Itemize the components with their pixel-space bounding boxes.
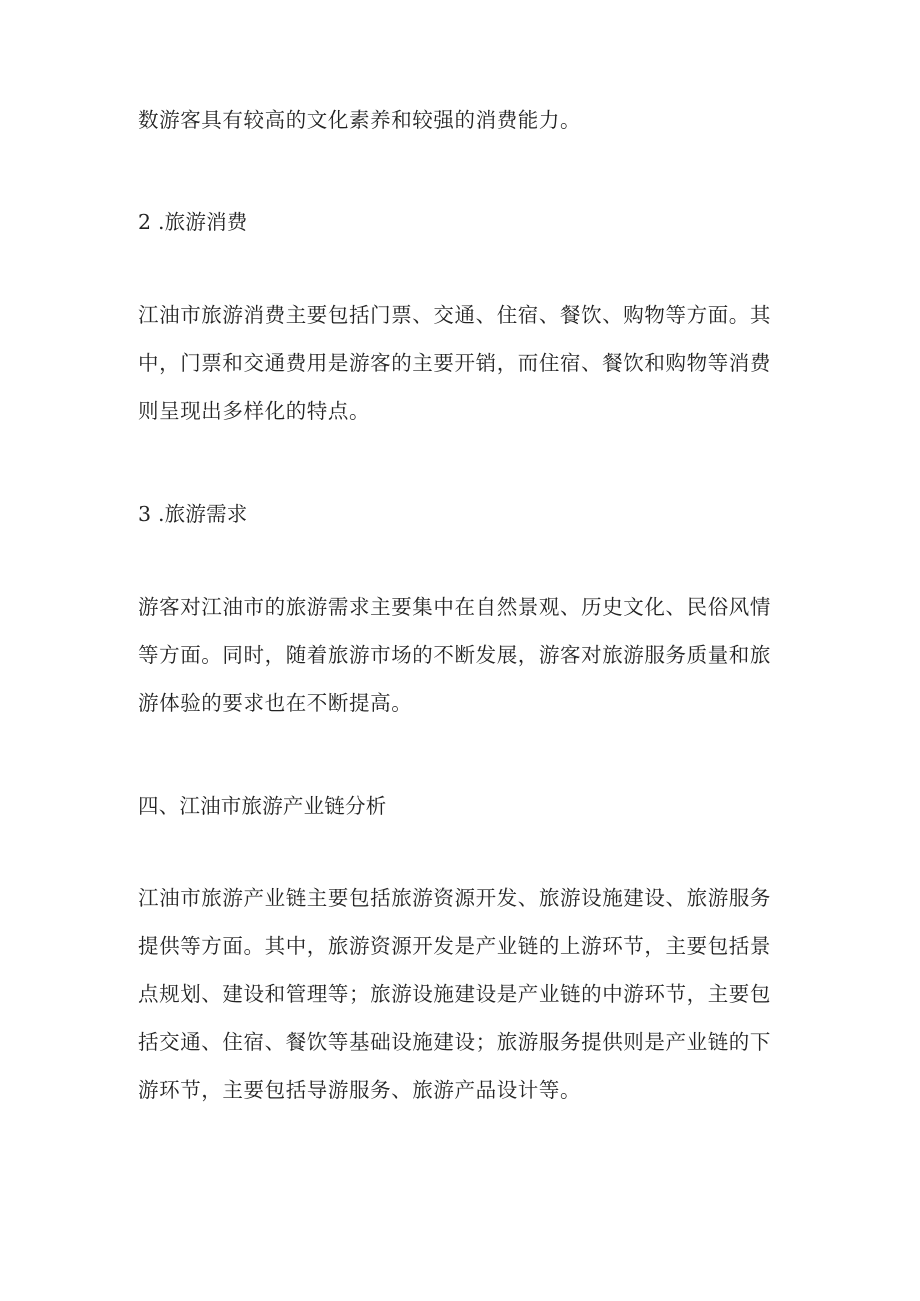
paragraph-demand-line-3: 游体验的要求也在不断提高。 [138,691,413,715]
paragraph-chain-line-1: 江油市旅游产业链主要包括旅游资源开发、旅游设施建设、旅游服务 [138,886,771,910]
heading-section-four: 四、江油市旅游产业链分析 [138,794,387,818]
paragraph-chain-line-5: 游环节，主要包括导游服务、旅游产品设计等。 [138,1078,582,1102]
paragraph-chain-line-3: 点规划、建设和管理等；旅游设施建设是产业链的中游环节，主要包 [138,982,771,1006]
paragraph-intro-tail: 数游客具有较高的文化素养和较强的消费能力。 [138,108,582,132]
paragraph-chain-line-4: 括交通、住宿、餐饮等基础设施建设；旅游服务提供则是产业链的下 [138,1030,771,1054]
paragraph-chain-line-2: 提供等方面。其中，旅游资源开发是产业链的上游环节，主要包括景 [138,934,771,958]
heading-tourism-consumption: 2 .旅游消费 [138,210,248,234]
paragraph-demand-line-2: 等方面。同时，随着旅游市场的不断发展，游客对旅游服务质量和旅 [138,643,771,667]
paragraph-consumption-line-3: 则呈现出多样化的特点。 [138,399,371,423]
paragraph-consumption-line-1: 江油市旅游消费主要包括门票、交通、住宿、餐饮、购物等方面。其 [138,303,771,327]
paragraph-consumption-line-2: 中，门票和交通费用是游客的主要开销，而住宿、餐饮和购物等消费 [138,351,771,375]
heading-tourism-demand: 3 .旅游需求 [138,502,248,526]
paragraph-demand-line-1: 游客对江油市的旅游需求主要集中在自然景观、历史文化、民俗风情 [138,595,771,619]
